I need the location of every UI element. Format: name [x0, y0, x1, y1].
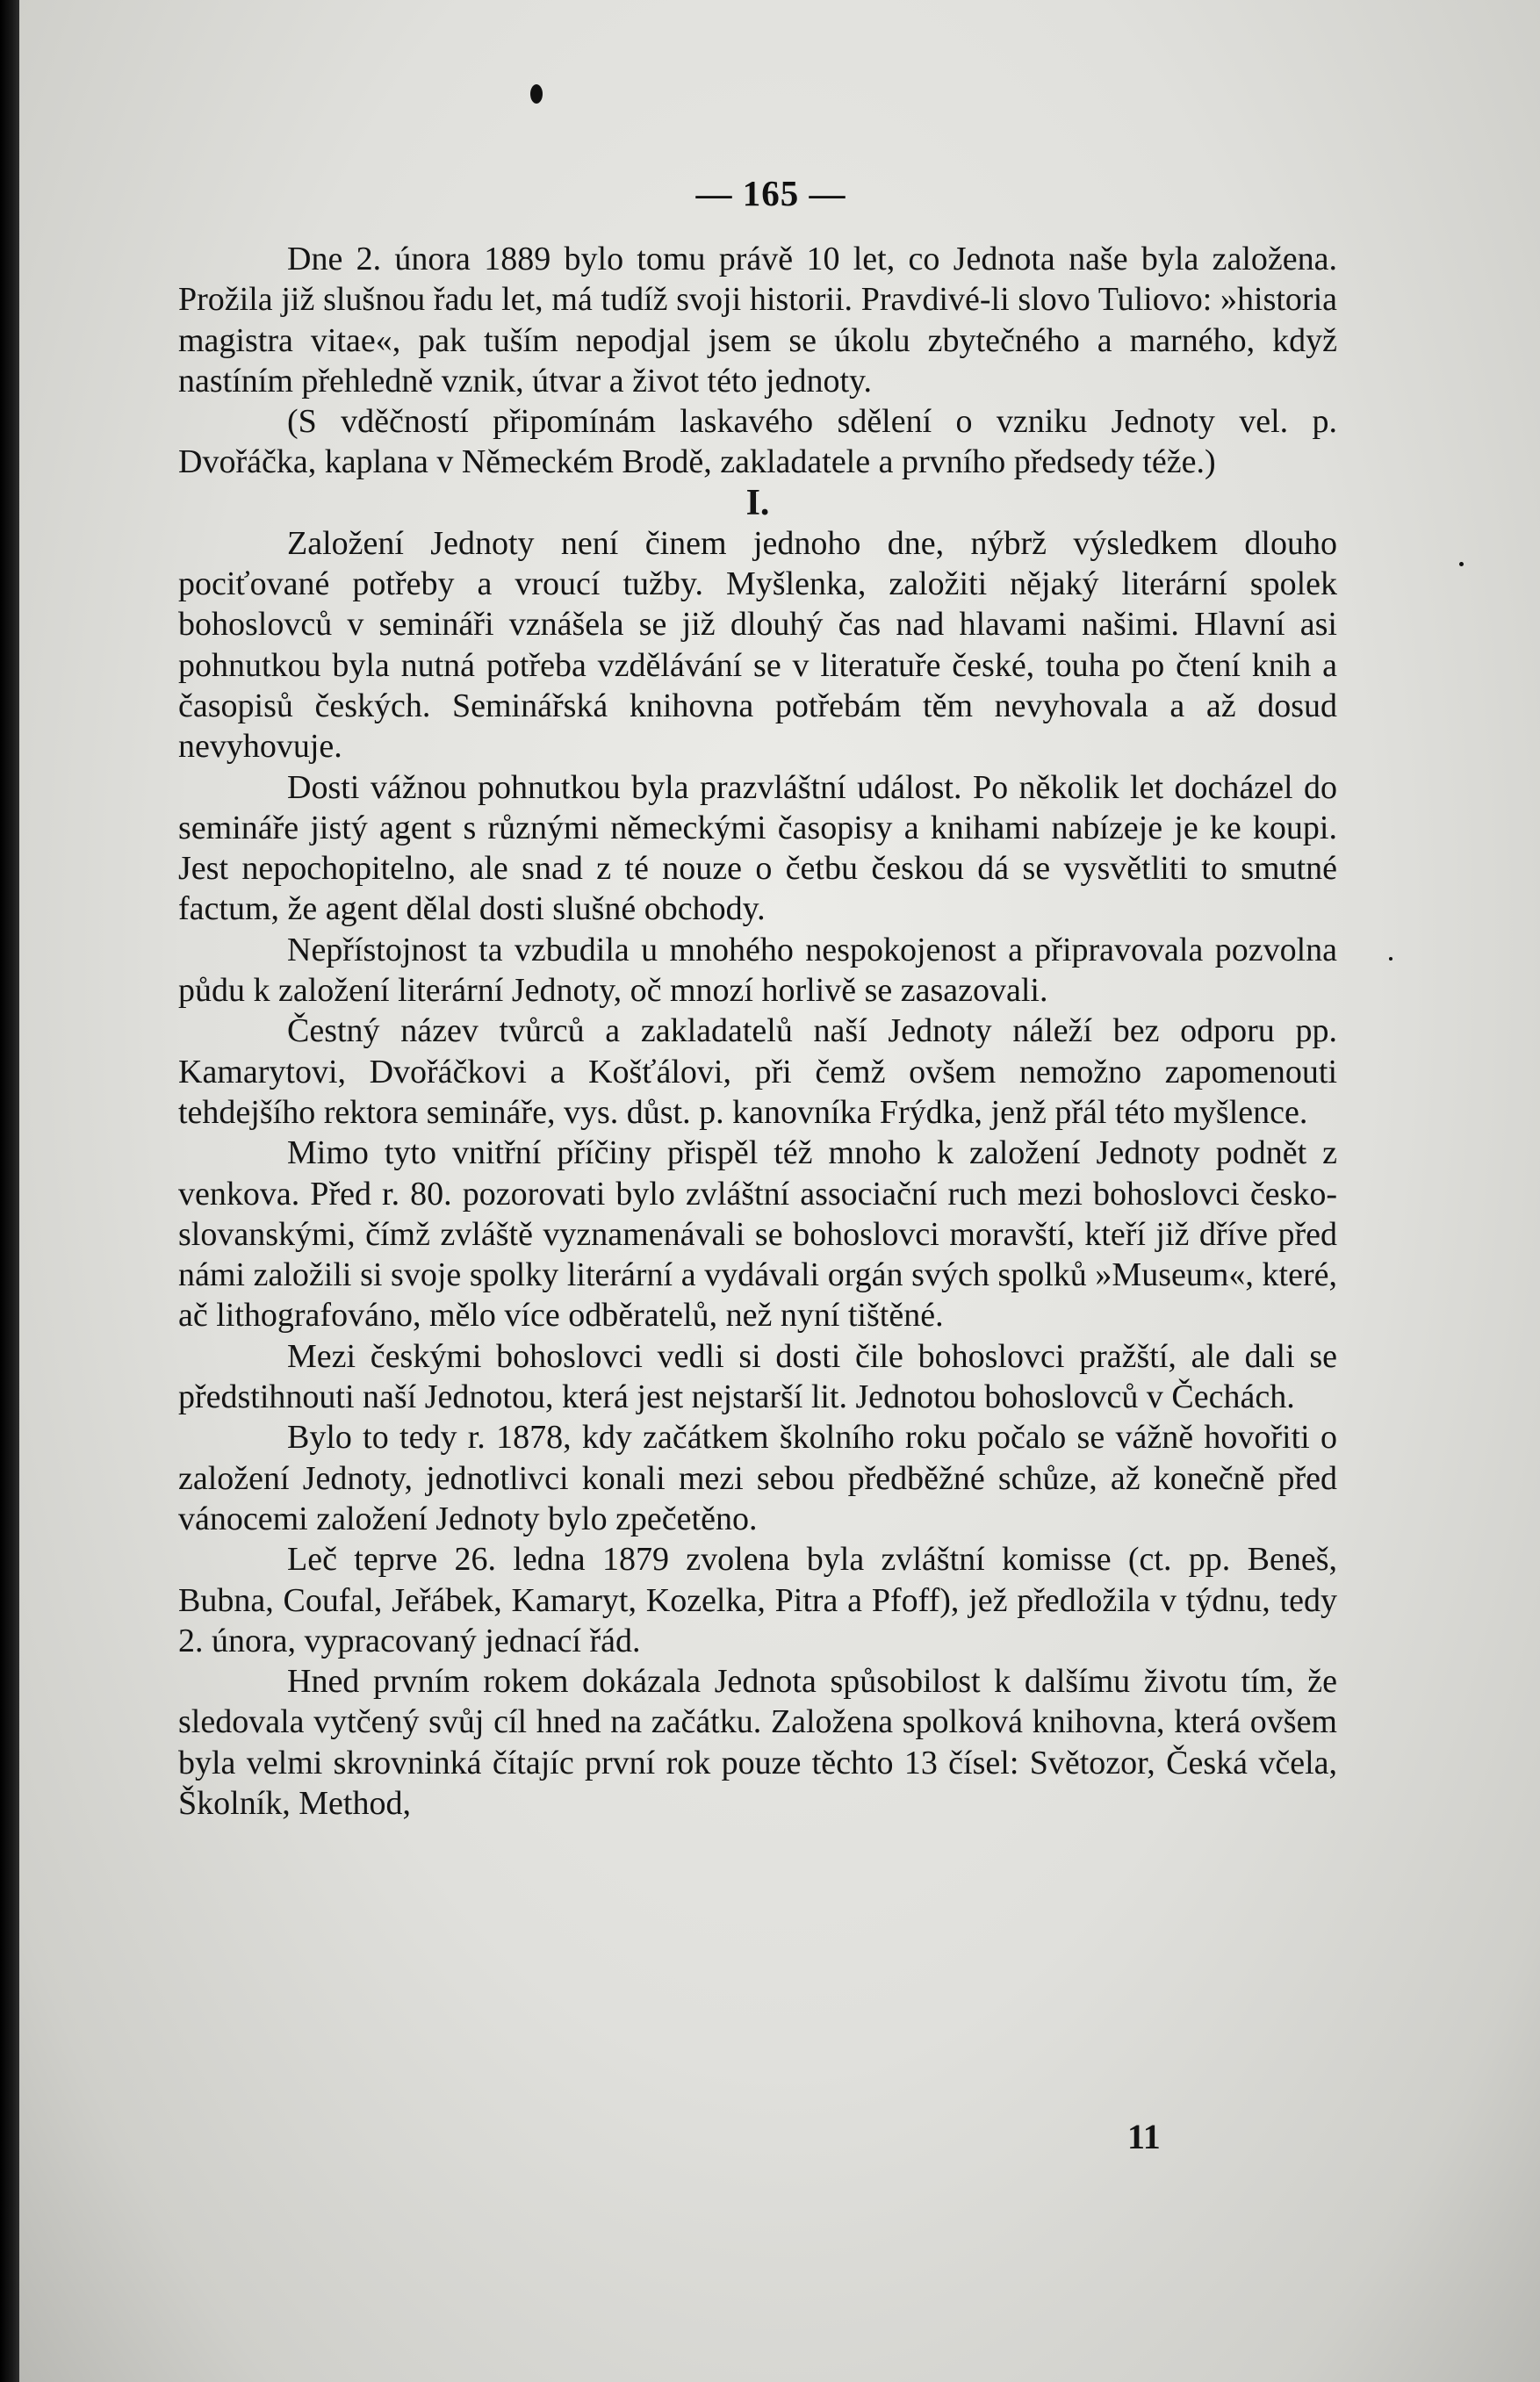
paragraph: Bylo to tedy r. 1878, kdy začátkem školního roku počalo se vážně hovořiti o založení Jednoty, jednotlivci konali mezi sebou předběžné schůze, až konečně před vánocemi založení Jednoty bylo zpečetěno. — [178, 1419, 1337, 1537]
book-page — [19, 0, 1540, 2382]
scan-edge — [0, 0, 21, 2382]
ink-speck — [1389, 957, 1392, 961]
section-heading: I. — [745, 482, 770, 523]
paragraph: Leč teprve 26. ledna 1879 zvolena byla zvláštní komisse (ct. pp. Beneš, Bubna, Coufal, Jeřábek, Kamaryt, Kozelka, Pitra a Pfoff), jež předložila v týdnu, tedy 2. února, vypracovaný jednací řád. — [178, 1541, 1337, 1659]
page-number: — 165 — — [695, 173, 846, 213]
paragraph: Mezi českými bohoslovci vedli si dosti čile bohoslovci pražští, ale dali se předstihnouti naší Jednotou, která jest nejstarší lit. Jednotou bohoslovců v Čechách. — [178, 1337, 1337, 1416]
signature-mark: 11 — [1127, 2117, 1161, 2156]
ink-speck — [530, 84, 543, 104]
paragraph: Mimo tyto vnitřní příčiny přispěl též mnoho k založení Jednoty podnět z venkova. Před r. 80. pozorovati bylo zvláštní associační ruch mezi bohoslovci česko-slovanskými, čímž zvláště vyznamenávali se bohoslovci moravští, kteří již dříve před námi založili si svoje spolky literární a vydávali orgán svých spolků »Museum«, které, ač lithografováno, mělo více odběratelů, než nyní tištěné. — [178, 1134, 1337, 1335]
paragraph: Dne 2. února 1889 bylo tomu právě 10 let, co Jednota naše byla založena. Prožila již slušnou řadu let, má tudíž svoji historii. Pravdivé-li slovo Tuliovo: »historia magistra vitae«, pak tuším nepodjal jsem se úkolu zbytečného a marného, když nastíním přehledně vznik, útvar a život této jednoty. — [178, 241, 1337, 399]
paragraph: (S vděčností připomínám laskavého sdělení o vzniku Jednoty vel. p. Dvořáčka, kaplana v Německém Brodě, zakladatele a prvního předsedy téže.) — [178, 403, 1337, 481]
body-text — [178, 239, 1337, 1824]
paragraph: Čestný název tvůrců a zakladatelů naší Jednoty náleží bez odporu pp. Kamarytovi, Dvořáčkovi a Košťálovi, při čemž ovšem nemožno zapomenouti tehdejšího rektora semináře, vys. důst. p. kanovníka Frýdka, jenž přál této myšlence. — [178, 1012, 1337, 1131]
ink-speck — [1459, 562, 1464, 566]
paragraph: Nepřístojnost ta vzbudila u mnohého nespokojenost a připravovala pozvolna půdu k založení literární Jednoty, oč mnozí horlivě se zasazovali. — [178, 931, 1337, 1010]
paragraph: Založení Jednoty není činem jednoho dne, nýbrž výsledkem dlouho pociťované potřeby a vroucí tužby. Myšlenka, založiti nějaký literární spolek bohoslovců v semináři vznášela se již dlouhý čas nad hlavami našimi. Hlavní asi pohnutkou byla nutná potřeba vzdělávání se v literatuře české, touha po čtení knih a časopisů českých. Seminářská knihovna potřebám těm nevyhovala a až dosud nevyhovuje. — [178, 524, 1337, 766]
paragraph: Hned prvním rokem dokázala Jednota spůsobilost k dalšímu životu tím, že sledovala vytčený svůj cíl hned na začátku. Založena spolková knihovna, která ovšem byla velmi skrovninká čítajíc první rok pouze těchto 13 čísel: Světozor, Česká včela, Školník, Method, — [178, 1663, 1337, 1822]
paragraph: Dosti vážnou pohnutkou byla prazvláštní událost. Po několik let docházel do semináře jistý agent s různými německými časopisy a knihami nabízeje je ke koupi. Jest nepochopitelno, ale snad z té nouze o četbu českou dá se vysvětliti to smutné factum, že agent dělal dosti slušné obchody. — [178, 768, 1337, 928]
